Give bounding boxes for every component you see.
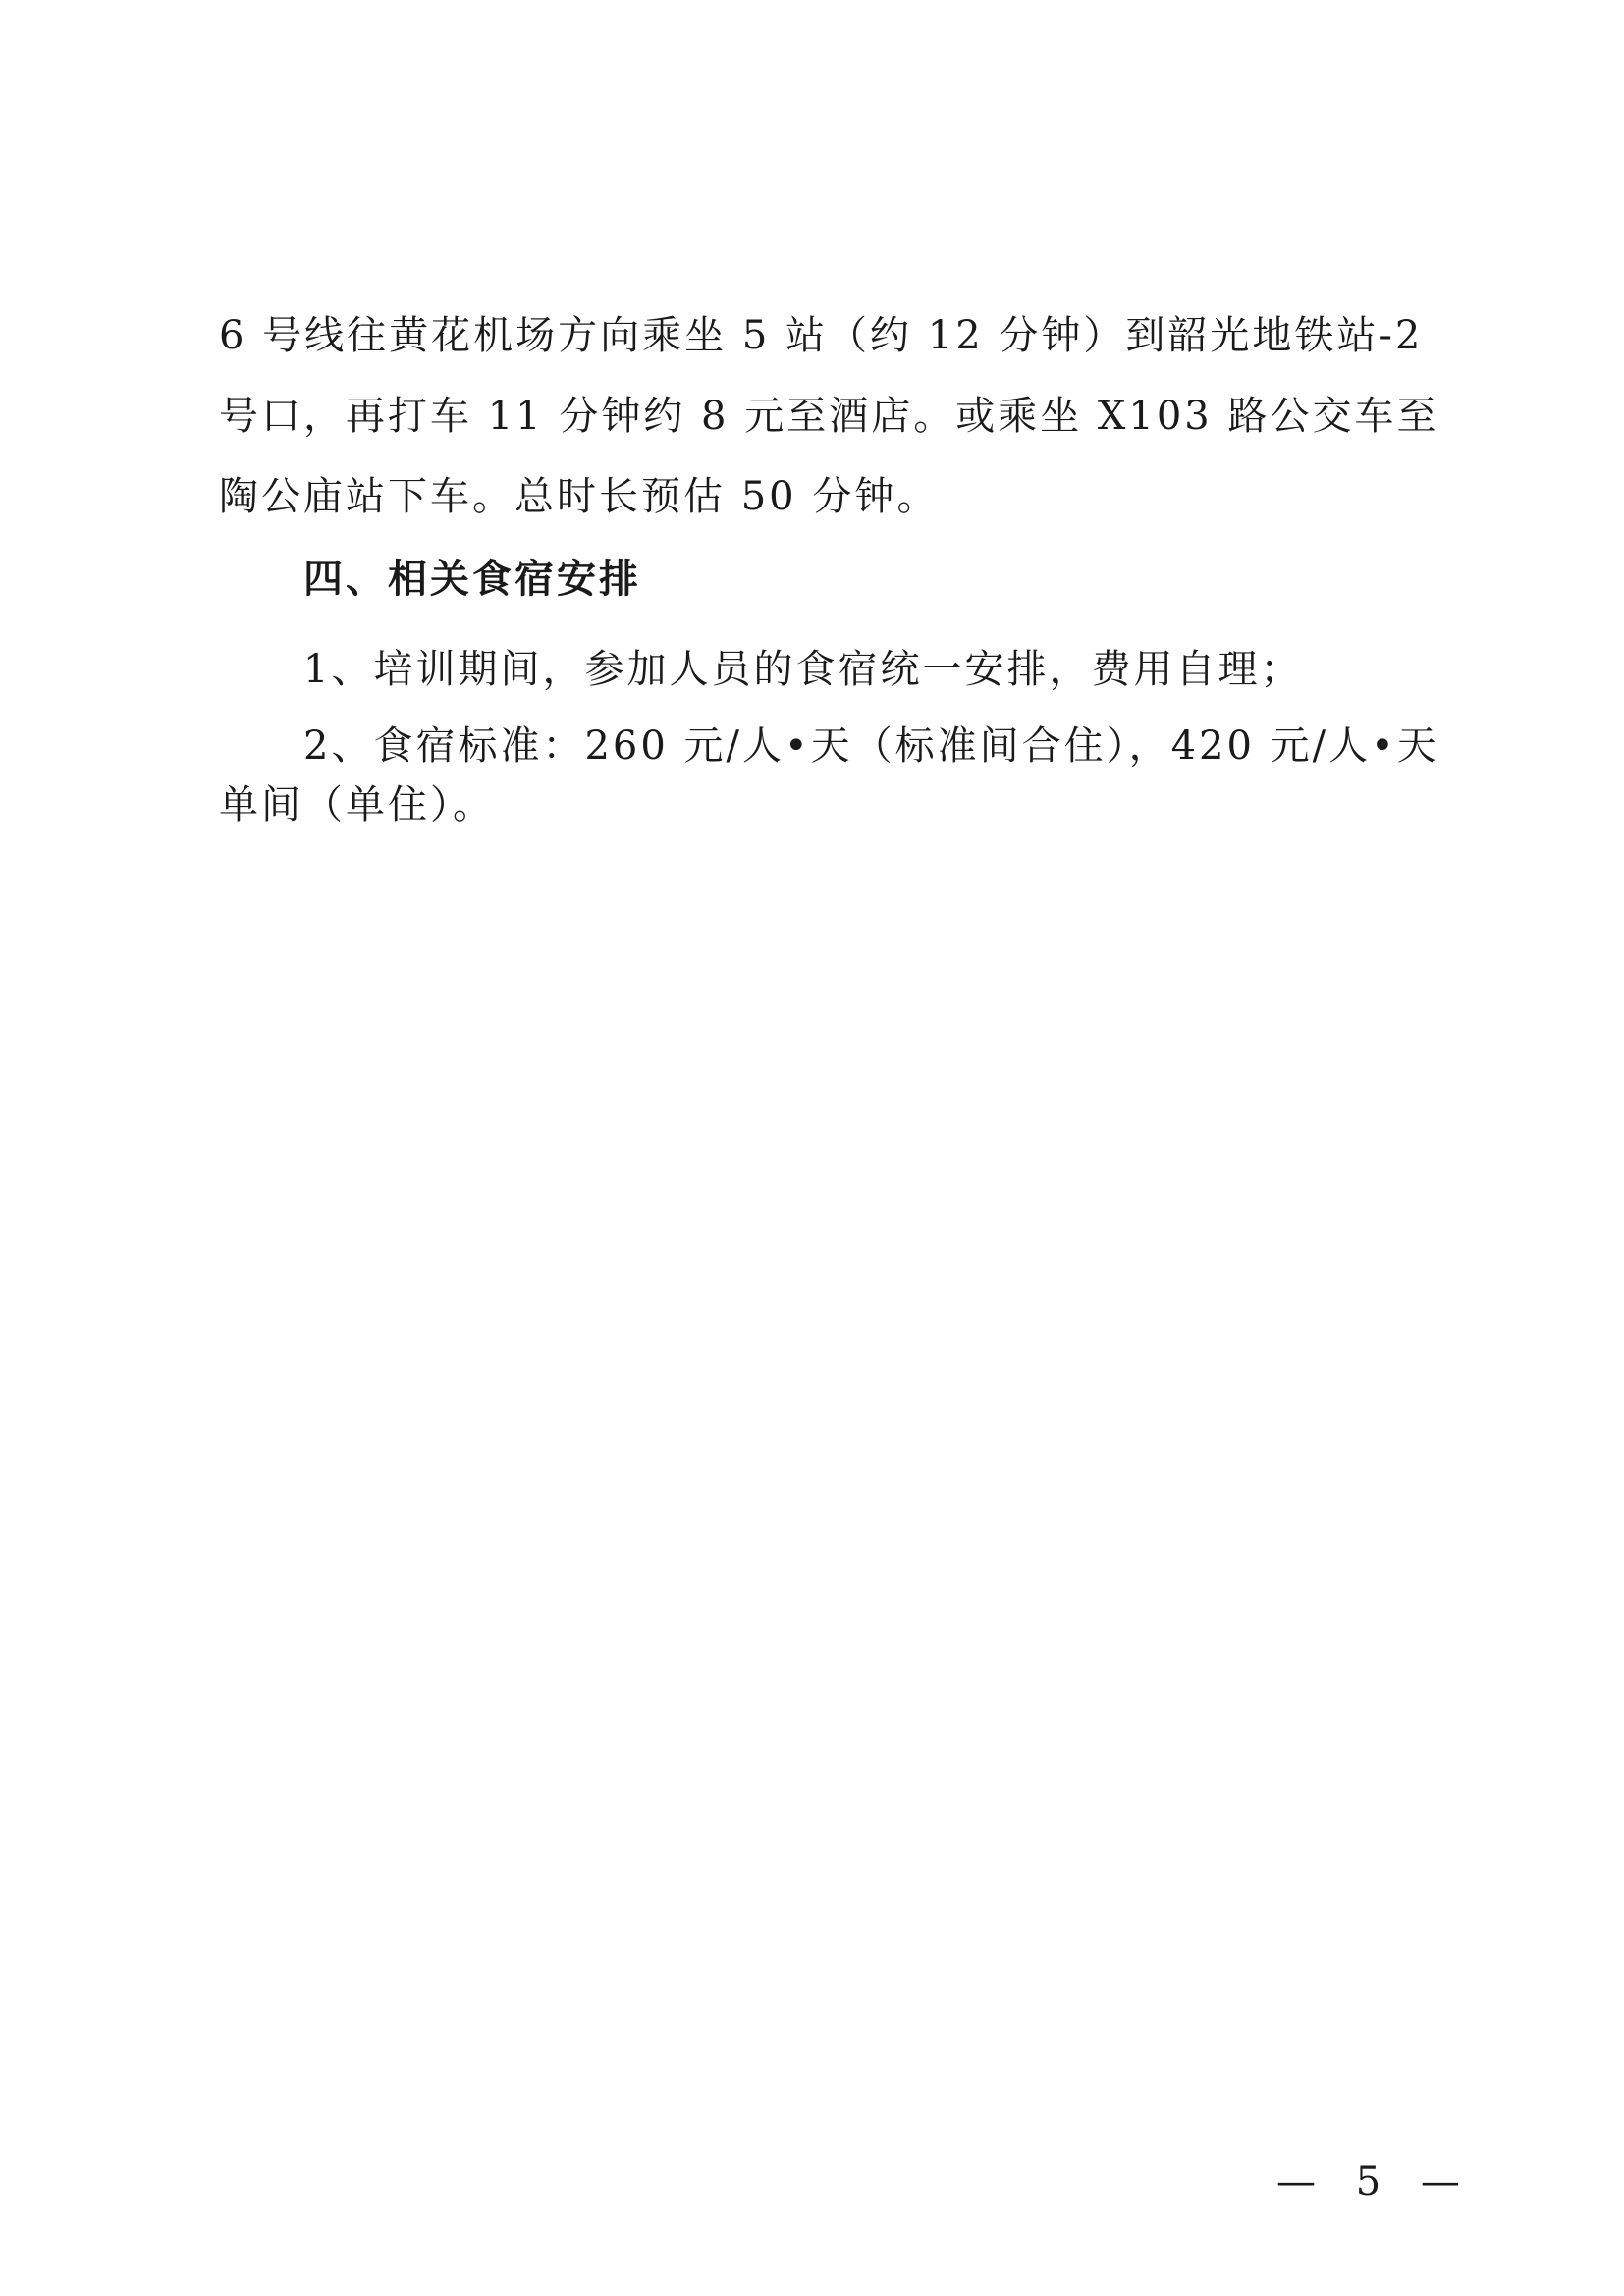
transport-paragraph-line-2: 号口，再打车 11 分钟约 8 元至酒店。或乘坐 X103 路公交车至 (219, 394, 1439, 439)
list-item-1: 1、培训期间，参加人员的食宿统一安排，费用自理； (303, 647, 1303, 692)
list-item-2-line-2: 单间（单住）。 (219, 782, 495, 828)
transport-paragraph-line-1: 6 号线往黄花机场方向乘坐 5 站（约 12 分钟）到韶光地铁站-2 (219, 313, 1424, 358)
transport-paragraph-line-3: 陶公庙站下车。总时长预估 50 分钟。 (219, 474, 940, 519)
section-heading-accommodation: 四、相关食宿安排 (303, 557, 641, 602)
list-item-2-line-1: 2、食宿标准：260 元/人•天（标准间合住），420 元/人•天 (303, 723, 1439, 769)
page-number: — 5 — (1276, 2160, 1474, 2205)
